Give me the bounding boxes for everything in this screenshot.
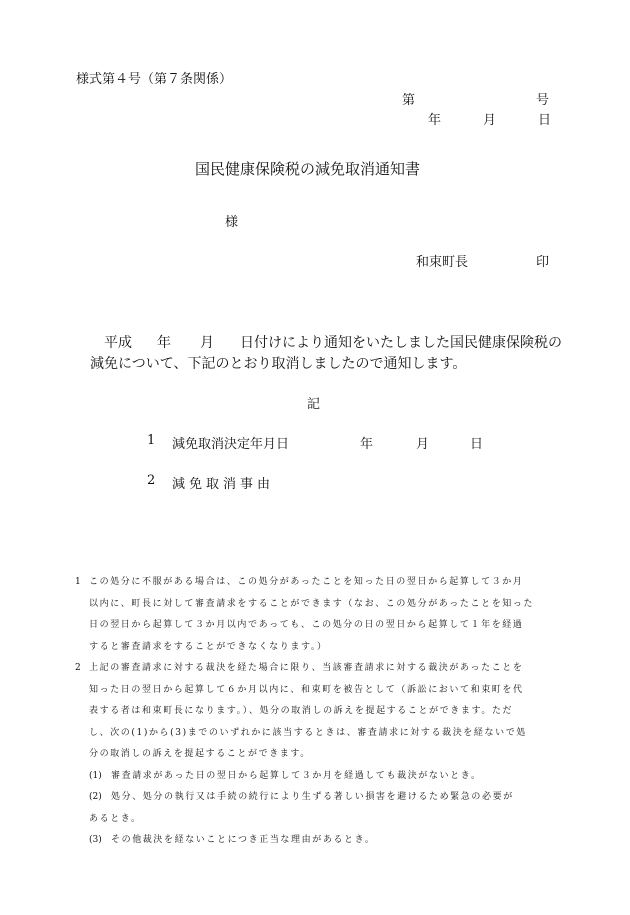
doc-number-suffix: 号 bbox=[536, 93, 550, 108]
document-title: 国民健康保険税の減免取消通知書 bbox=[195, 160, 421, 178]
addressee-suffix: 様 bbox=[225, 215, 239, 230]
note-item bbox=[75, 572, 555, 658]
sub-item bbox=[75, 787, 555, 830]
item-label: 減免取消事由 bbox=[172, 477, 275, 492]
item-month: 月 bbox=[416, 437, 430, 452]
sub-item-number: (1) bbox=[89, 770, 102, 781]
sub-item-number: (2) bbox=[89, 792, 102, 802]
note-line: 以内に、町長に対して審査請求をすることができます（なお、この処分があったことを知った bbox=[89, 598, 535, 609]
item-day: 日 bbox=[470, 437, 484, 452]
note-line: 上記の審査請求に対する裁決を経た場合に限り、当該審査請求に対する裁決があったことを bbox=[89, 663, 524, 673]
sub-item bbox=[75, 830, 555, 852]
sub-item-line: あるとき。 bbox=[89, 813, 142, 824]
note-line: すると審査請求をすることができなくなります。） bbox=[89, 641, 328, 652]
note-line: 知った日の翌日から起算して６か月以内に、和束町を被告として（訴訟において和束町を代 bbox=[89, 684, 524, 695]
item-year: 年 bbox=[360, 437, 374, 452]
sub-item-number: (3) bbox=[89, 835, 102, 845]
sub-item-line: その他裁決を経ないことにつき正当な理由があるとき。 bbox=[111, 835, 376, 845]
sub-item-line: 処分、処分の執行又は手続の続行により生ずる著しい損害を避けるため緊急の必要が bbox=[111, 792, 514, 802]
item-number: 1 bbox=[147, 433, 156, 448]
note-line: し、次の(1)から(3)までのいずれかに該当するときは、審査請求に対する裁決を経ないで処 bbox=[89, 727, 527, 738]
sub-item-line: 審査請求があった日の翌日から起算して３か月を経過しても裁決がないとき。 bbox=[111, 770, 482, 781]
seal-mark: 印 bbox=[536, 255, 550, 270]
item-number: 2 bbox=[147, 473, 156, 488]
note-number: 2 bbox=[75, 663, 81, 673]
note-line: 日の翌日から起算して３か月以内であっても、この処分の日の翌日から起算して１年を経過 bbox=[89, 620, 524, 630]
note-line: 分の取消しの訴えを提起することができます。 bbox=[89, 749, 311, 759]
body-era: 平成 bbox=[104, 335, 132, 351]
body-month: 月 bbox=[200, 335, 214, 351]
doc-number-prefix: 第 bbox=[402, 93, 416, 108]
date-month: 月 bbox=[483, 113, 497, 128]
date-year: 年 bbox=[428, 113, 442, 128]
date-day: 日 bbox=[538, 113, 552, 128]
form-number: 様式第４号（第７条関係） bbox=[76, 72, 233, 87]
body-line2: 減免について、下記のとおり取消しましたので通知します。 bbox=[90, 356, 467, 372]
body-line1-rest: 日付けにより通知をいたしました国民健康保険税の bbox=[240, 335, 562, 351]
item-label: 減免取消決定年月日 bbox=[172, 437, 290, 452]
issuer-name: 和束町長 bbox=[416, 255, 469, 270]
body-year: 年 bbox=[157, 335, 171, 351]
ki-heading: 記 bbox=[307, 397, 321, 412]
sub-item bbox=[75, 766, 555, 788]
note-item bbox=[75, 658, 555, 766]
note-number: 1 bbox=[75, 577, 81, 587]
note-line: 表する者は和束町長になります。）、処分の取消しの訴えを提起することができます。ただ bbox=[89, 706, 514, 716]
notes-section bbox=[75, 572, 555, 852]
note-line: この処分に不服がある場合は、この処分があったことを知った日の翌日から起算して３か月 bbox=[89, 577, 524, 587]
